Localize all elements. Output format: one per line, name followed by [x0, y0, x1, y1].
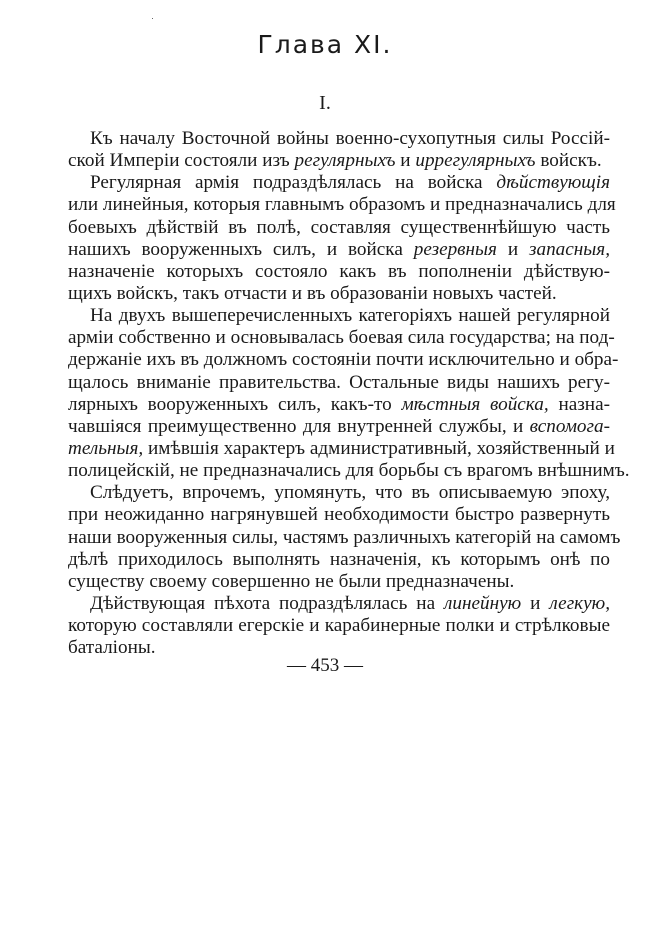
text-segment: баталіоны.	[68, 637, 156, 659]
text-segment: боевыхъ дѣйствій въ полѣ, составляя существеннѣйшую часть	[68, 216, 610, 238]
text-segment: Слѣдуетъ, впрочемъ, упомянуть, что въ описываемую эпоху,	[90, 482, 610, 504]
text-line	[68, 571, 610, 593]
text-segment: и	[395, 150, 416, 172]
text-line	[68, 172, 610, 194]
text-line	[68, 150, 610, 172]
section-number: I.	[319, 92, 331, 114]
text-segment: при неожиданно нагрянувшей необходимости быстро развернуть	[68, 504, 610, 526]
text-line	[68, 460, 630, 482]
text-segment: назначеніе которыхъ состояло какъ въ пополненіи дѣйствую-	[68, 260, 610, 282]
text-line	[68, 239, 610, 261]
text-segment: чавшіяся преимущественно для внутренней службы, и	[68, 415, 530, 437]
text-line	[68, 504, 610, 526]
text-line	[68, 327, 615, 349]
italic-term: регулярныхъ	[294, 150, 396, 172]
text-segment: держаніе ихъ въ должномъ состояніи почти исключительно и обра-	[68, 349, 619, 371]
text-segment: щихъ войскъ, такъ отчасти и въ образованіи новыхъ частей.	[68, 282, 557, 304]
text-line	[68, 526, 621, 549]
text-line	[68, 194, 616, 216]
text-segment: дѣлѣ приходилось выполнять назначенія, къ которымъ онѣ по	[68, 548, 610, 570]
text-segment: существу своему совершенно не были предназначены.	[68, 570, 515, 592]
text-line	[68, 615, 610, 637]
text-line	[68, 305, 610, 327]
page-number: — 453 —	[287, 655, 363, 676]
italic-term: запасныя,	[528, 238, 610, 260]
text-line	[68, 437, 615, 460]
text-line	[68, 261, 610, 283]
text-segment: арміи собственно и основывалась боевая сила государства; на под-	[68, 327, 615, 349]
text-segment: Къ началу Восточной войны военно-сухопутныя силы Россій-	[90, 128, 610, 149]
italic-term: легкую,	[549, 592, 610, 614]
text-segment: На двухъ вышеперечисленныхъ категоріяхъ нашей регулярной	[90, 305, 610, 327]
text-line	[68, 217, 610, 239]
text-line	[68, 394, 610, 416]
body-text	[68, 128, 630, 659]
text-line	[68, 349, 619, 371]
italic-term: дѣйствующія	[496, 172, 610, 194]
text-segment: ской Имперіи состояли изъ	[68, 150, 295, 172]
text-segment: наши вооруженныя силы, частямъ различныхъ категорій на самомъ	[68, 526, 621, 548]
text-line	[68, 482, 610, 504]
text-segment: лярныхъ вооруженныхъ силъ, какъ-то	[68, 393, 402, 415]
text-line	[68, 593, 610, 615]
chapter-title: Глава XI.	[257, 30, 393, 59]
text-segment: Регулярная армія подраздѣлялась на войска	[90, 172, 497, 194]
italic-term: мѣстныя войска,	[401, 393, 549, 415]
scan-speck	[152, 18, 153, 19]
text-line	[68, 128, 610, 150]
text-segment: и	[496, 238, 529, 260]
text-line	[68, 416, 610, 438]
text-segment: Дѣйствующая пѣхота подраздѣлялась на	[90, 592, 445, 614]
italic-term: тельныя,	[68, 437, 144, 459]
text-segment: полицейскій, не предназначались для борьбы съ врагомъ внѣшнимъ.	[68, 460, 630, 482]
text-line	[68, 283, 610, 305]
text-line	[68, 372, 610, 394]
italic-term: иррегулярныхъ	[415, 150, 536, 172]
text-segment: имѣвшія характеръ административный, хозяйственный и	[143, 437, 615, 459]
text-segment: или линейныя, которыя главнымъ образомъ и предназначались для	[68, 194, 616, 216]
italic-term: резервныя	[413, 238, 497, 260]
italic-term: линейную	[444, 592, 522, 614]
text-segment: нашихъ вооруженныхъ силъ, и войска	[68, 238, 414, 260]
italic-term: вспомога-	[529, 415, 610, 437]
text-segment: назна-	[548, 393, 610, 415]
text-segment: и	[521, 592, 550, 614]
text-segment: войскъ.	[535, 150, 602, 172]
text-segment: щалось вниманіе правительства. Остальные виды нашихъ регу-	[68, 371, 610, 393]
text-line	[68, 549, 610, 571]
text-segment: которую составляли егерскіе и карабинерные полки и стрѣлковые	[68, 615, 610, 637]
